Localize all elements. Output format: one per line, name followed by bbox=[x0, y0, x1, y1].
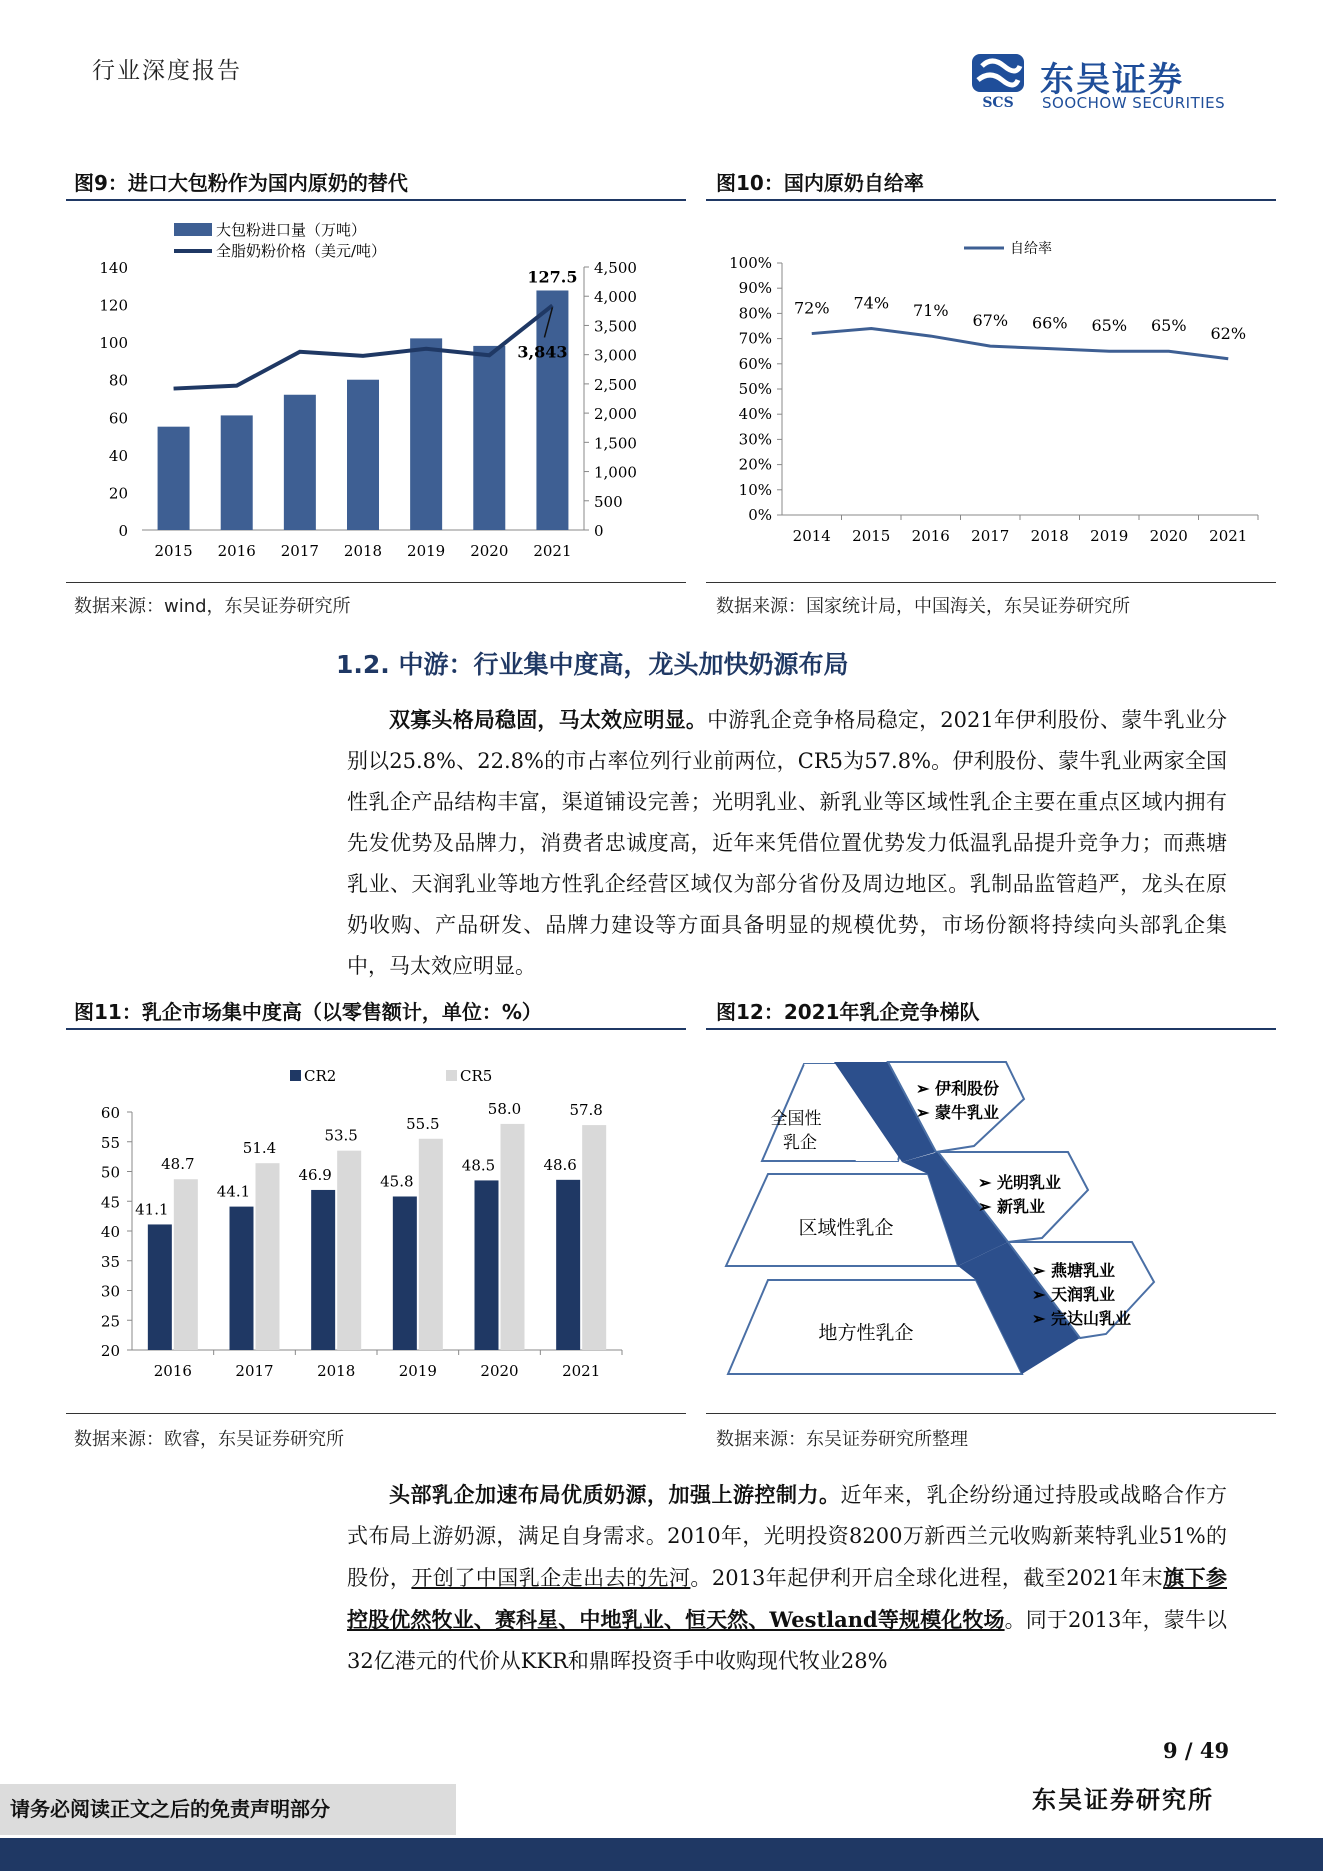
report-type-header: 行业深度报告 bbox=[92, 58, 242, 84]
tier3-company-3: ➢ 完达山乳业 bbox=[1032, 1309, 1131, 1328]
fig11-ytick: 35 bbox=[100, 1252, 120, 1271]
fig11-bar-cr2 bbox=[556, 1180, 580, 1350]
fig10-data-label: 74% bbox=[853, 293, 890, 313]
fig9-bar bbox=[347, 380, 379, 530]
fig10-ytick: 0% bbox=[748, 506, 772, 524]
fig9-bar bbox=[284, 395, 316, 530]
fig11-legend-cr5-label: CR5 bbox=[460, 1067, 493, 1085]
fig9-chart bbox=[66, 205, 686, 575]
fig11-bar-cr2 bbox=[393, 1196, 417, 1350]
fig10-ytick: 60% bbox=[738, 354, 772, 373]
fig11-legend-cr5-swatch bbox=[446, 1070, 457, 1081]
tier3-company-2: ➢ 天润乳业 bbox=[1032, 1285, 1115, 1304]
para2-bold-underline: 旗下参控股优然牧业、赛科星、中地乳业、恒天然、Westland等规模化牧场 bbox=[347, 1565, 1228, 1632]
fig10-xtick: 2020 bbox=[1149, 527, 1188, 545]
disclaimer-note: 请务必阅读正文之后的免责声明部分 bbox=[0, 1784, 456, 1835]
fig11-xtick: 2017 bbox=[235, 1362, 274, 1380]
tier3-company-1: ➢ 燕塘乳业 bbox=[1032, 1261, 1115, 1280]
tier1-label-line1: 全国性 bbox=[770, 1109, 822, 1129]
fig9-xtick: 2016 bbox=[217, 542, 256, 560]
company-logo bbox=[968, 50, 1238, 116]
fig9-legend-bar-swatch bbox=[174, 223, 212, 236]
fig9-source: 数据来源：wind，东吴证券研究所 bbox=[74, 596, 351, 617]
fig10-ytick: 80% bbox=[738, 304, 772, 323]
fig9-xtick: 2020 bbox=[470, 542, 509, 560]
fig9-annotation-line: 3,843 bbox=[517, 342, 568, 362]
fig10-legend-label: 自给率 bbox=[1010, 241, 1052, 257]
fig11-bar-cr5 bbox=[582, 1125, 606, 1350]
fig10-data-label: 71% bbox=[912, 301, 949, 321]
fig11-top-rule bbox=[66, 1028, 686, 1030]
fig10-source: 数据来源：国家统计局，中国海关，东吴证券研究所 bbox=[716, 596, 1130, 617]
fig10-ytick: 90% bbox=[738, 279, 772, 298]
fig11-ytick: 60 bbox=[100, 1104, 120, 1122]
fig11-xtick: 2016 bbox=[153, 1362, 192, 1380]
fig9-ytick-right: 4,000 bbox=[594, 288, 637, 307]
fig10-data-label: 65% bbox=[1091, 316, 1128, 336]
tier1-company-2: ➢ 蒙牛乳业 bbox=[916, 1103, 999, 1122]
tier1-label-line2: 乳企 bbox=[783, 1133, 817, 1153]
fig12-bottom-rule bbox=[706, 1413, 1276, 1414]
fig11-ytick: 45 bbox=[100, 1193, 120, 1212]
fig10-xtick: 2014 bbox=[792, 527, 831, 545]
fig10-top-rule bbox=[706, 199, 1276, 201]
fig9-title: 图9：进口大包粉作为国内原奶的替代 bbox=[74, 171, 408, 195]
fig9-bar bbox=[410, 338, 442, 530]
fig9-ytick-right: 2,000 bbox=[594, 405, 637, 424]
fig9-xtick: 2017 bbox=[280, 542, 319, 560]
fig9-bar bbox=[221, 415, 253, 530]
tier2-label: 区域性乳企 bbox=[798, 1217, 894, 1239]
fig11-label-cr2: 45.8 bbox=[380, 1172, 414, 1191]
fig11-bar-cr2 bbox=[311, 1190, 335, 1350]
fig9-ytick-right: 500 bbox=[594, 492, 623, 511]
fig11-bar-cr5 bbox=[174, 1179, 198, 1350]
fig11-bar-cr2 bbox=[230, 1207, 254, 1350]
fig9-ytick-left: 40 bbox=[108, 446, 128, 465]
fig9-xtick: 2015 bbox=[154, 542, 193, 560]
fig10-xtick: 2019 bbox=[1090, 527, 1129, 545]
fig10-xtick: 2017 bbox=[971, 527, 1010, 545]
fig11-bar-cr2 bbox=[475, 1180, 499, 1350]
fig11-xtick: 2019 bbox=[398, 1362, 437, 1380]
fig9-xtick: 2018 bbox=[343, 542, 383, 560]
fig11-source: 数据来源：欧睿，东吴证券研究所 bbox=[74, 1429, 344, 1450]
fig10-xtick: 2016 bbox=[911, 527, 950, 545]
fig10-ytick: 70% bbox=[738, 329, 772, 348]
para2-underline: 开创了中国乳企走出去的先河 bbox=[411, 1566, 691, 1590]
fig11-label-cr2: 48.6 bbox=[543, 1155, 577, 1174]
fig11-label-cr5: 55.5 bbox=[406, 1114, 440, 1133]
fig9-ytick-right: 1,500 bbox=[594, 434, 637, 453]
para1-body: 中游乳企竞争格局稳定，2021年伊利股份、蒙牛乳业分别以25.8%、22.8%的市占率位列行业前两位，CR5为57.8%。伊利股份、蒙牛乳业两家全国性乳企产品结构丰富，渠道铺设完善；光明乳业、新乳业等区域性乳企主要在重点区域内拥有先发优势及品牌力，消费者忠诚度高，近年来凭借位置优势发力低温乳品提升竞争力；而燕塘乳业、天润乳业等地方性乳企经营区域仅为部分省份及周边地区。乳制品监管趋严，龙头在原奶收购、产品研发、品牌力建设等方面具备明显的规模优势，市场份额将持续向头部乳企集中，马太效应明显。 bbox=[347, 708, 1227, 978]
fig10-ytick: 100% bbox=[729, 254, 772, 272]
fig9-ytick-right: 0 bbox=[594, 522, 604, 540]
fig10-chart bbox=[706, 205, 1276, 575]
fig11-xtick: 2021 bbox=[562, 1362, 601, 1380]
fig10-ytick: 20% bbox=[738, 455, 772, 474]
fig12-top-rule bbox=[706, 1028, 1276, 1030]
fig9-legend-line-label: 全脂奶粉价格（美元/吨） bbox=[216, 242, 387, 260]
tier2-company-2: ➢ 新乳业 bbox=[978, 1197, 1045, 1216]
para2-body-3: 。同于2013年，蒙牛以32亿港元的代价从KKR和鼎晖投资手中收购现代牧业28% bbox=[347, 1608, 1227, 1673]
fig9-annotation-bar: 127.5 bbox=[527, 267, 578, 287]
logo-mark-text: SCS bbox=[982, 95, 1014, 111]
para2-body-1: 近年来，乳企纷纷通过持股或战略合作方式布局上游奶源，满足自身需求。2010年，光明投资8200万新西兰元收购新莱特乳业51%的股份， bbox=[347, 1483, 1227, 1590]
page-number: 9 / 49 bbox=[1163, 1738, 1230, 1763]
fig10-xtick: 2018 bbox=[1030, 527, 1069, 545]
fig10-ytick: 40% bbox=[738, 405, 772, 424]
fig9-ytick-left: 60 bbox=[108, 409, 128, 428]
fig9-ytick-right: 4,500 bbox=[594, 259, 637, 277]
fig10-ytick: 50% bbox=[738, 380, 772, 398]
fig11-chart bbox=[66, 1034, 686, 1404]
fig9-ytick-left: 0 bbox=[118, 522, 128, 540]
fig10-data-label: 67% bbox=[972, 311, 1009, 331]
fig11-ytick: 55 bbox=[100, 1133, 120, 1152]
fig9-ytick-left: 120 bbox=[99, 296, 128, 315]
paragraph-market-structure bbox=[347, 699, 1227, 987]
fig11-label-cr5: 57.8 bbox=[569, 1101, 603, 1120]
tier1-company-1: ➢ 伊利股份 bbox=[916, 1079, 999, 1098]
fig11-bottom-rule bbox=[66, 1413, 686, 1414]
fig11-label-cr5: 51.4 bbox=[242, 1139, 277, 1158]
fig10-data-label: 62% bbox=[1210, 323, 1247, 343]
fig11-label-cr2: 48.5 bbox=[461, 1156, 496, 1175]
fig11-ytick: 50 bbox=[100, 1163, 120, 1182]
fig11-ytick: 25 bbox=[100, 1312, 120, 1331]
fig11-label-cr2: 44.1 bbox=[216, 1182, 251, 1201]
fig9-ytick-right: 3,000 bbox=[594, 346, 637, 365]
fig11-xtick: 2018 bbox=[317, 1362, 356, 1380]
fig9-bar bbox=[536, 290, 568, 530]
fig9-bar bbox=[473, 346, 505, 530]
fig9-ytick-left: 80 bbox=[108, 371, 128, 390]
fig11-label-cr5: 58.0 bbox=[487, 1099, 522, 1118]
fig9-xtick: 2019 bbox=[407, 542, 446, 560]
fig11-legend-cr2-label: CR2 bbox=[304, 1067, 337, 1085]
fig9-ytick-left: 100 bbox=[99, 334, 128, 353]
fig9-ytick-left: 140 bbox=[99, 259, 128, 277]
fig12-title: 图12：2021年乳企竞争梯队 bbox=[716, 1000, 980, 1024]
fig11-title: 图11：乳企市场集中度高（以零售额计，单位：%） bbox=[74, 1000, 542, 1024]
footer-institution: 东吴证券研究所 bbox=[1032, 1786, 1214, 1814]
tier3-label: 地方性乳企 bbox=[818, 1322, 914, 1344]
fig11-legend-cr2-swatch bbox=[290, 1070, 301, 1081]
fig9-legend-bar-label: 大包粉进口量（万吨） bbox=[216, 221, 367, 239]
fig9-bar bbox=[158, 427, 190, 530]
fig9-top-rule bbox=[66, 199, 686, 201]
fig9-ytick-left: 20 bbox=[108, 484, 128, 503]
fig11-xtick: 2020 bbox=[480, 1362, 519, 1380]
fig10-data-label: 65% bbox=[1150, 316, 1187, 336]
fig11-ytick: 20 bbox=[100, 1342, 120, 1360]
logo-cn-text: 东吴证券 bbox=[1040, 60, 1184, 100]
fig11-label-cr2: 41.1 bbox=[135, 1200, 169, 1219]
fig11-bar-cr5 bbox=[419, 1139, 443, 1350]
fig10-data-label: 66% bbox=[1031, 313, 1068, 333]
fig10-xtick: 2021 bbox=[1209, 527, 1248, 545]
footer-bar bbox=[0, 1838, 1323, 1871]
section-title: 1.2. 中游：行业集中度高，龙头加快奶源布局 bbox=[336, 650, 849, 679]
fig11-ytick: 40 bbox=[100, 1223, 120, 1241]
fig10-data-label: 72% bbox=[793, 298, 830, 318]
fig12-source: 数据来源：东吴证券研究所整理 bbox=[716, 1429, 968, 1450]
fig11-bar-cr5 bbox=[337, 1151, 361, 1350]
fig10-title: 图10：国内原奶自给率 bbox=[716, 171, 924, 195]
fig11-label-cr5: 48.7 bbox=[161, 1155, 195, 1174]
fig11-label-cr2: 46.9 bbox=[298, 1165, 332, 1184]
fig10-bottom-rule bbox=[706, 582, 1276, 583]
fig10-ytick: 10% bbox=[738, 480, 772, 499]
fig10-ytick: 30% bbox=[738, 430, 772, 449]
fig9-ytick-right: 2,500 bbox=[594, 375, 637, 394]
para2-lead: 头部乳企加速布局优质奶源，加强上游控制力。 bbox=[389, 1482, 841, 1507]
para2-body-2: 。2013年起伊利开启全球化进程，截至2021年末 bbox=[690, 1566, 1164, 1590]
fig9-bottom-rule bbox=[66, 582, 686, 583]
logo-mark-icon bbox=[968, 52, 1034, 112]
para1-lead: 双寡头格局稳固，马太效应明显。 bbox=[389, 707, 708, 732]
tier2-company-1: ➢ 光明乳业 bbox=[978, 1173, 1061, 1192]
fig11-bar-cr5 bbox=[256, 1163, 280, 1350]
fig9-ytick-right: 3,500 bbox=[594, 317, 637, 336]
logo-en-text: SOOCHOW SECURITIES bbox=[1042, 94, 1226, 112]
fig11-bar-cr5 bbox=[501, 1124, 525, 1350]
fig11-bar-cr2 bbox=[148, 1224, 172, 1350]
fig10-xtick: 2015 bbox=[852, 527, 891, 545]
fig9-xtick: 2021 bbox=[533, 542, 572, 560]
paragraph-upstream bbox=[347, 1474, 1227, 1682]
fig9-ytick-right: 1,000 bbox=[594, 463, 637, 482]
fig11-ytick: 30 bbox=[100, 1282, 120, 1301]
fig11-label-cr5: 53.5 bbox=[324, 1126, 358, 1145]
fig12-pyramid bbox=[706, 1034, 1276, 1404]
